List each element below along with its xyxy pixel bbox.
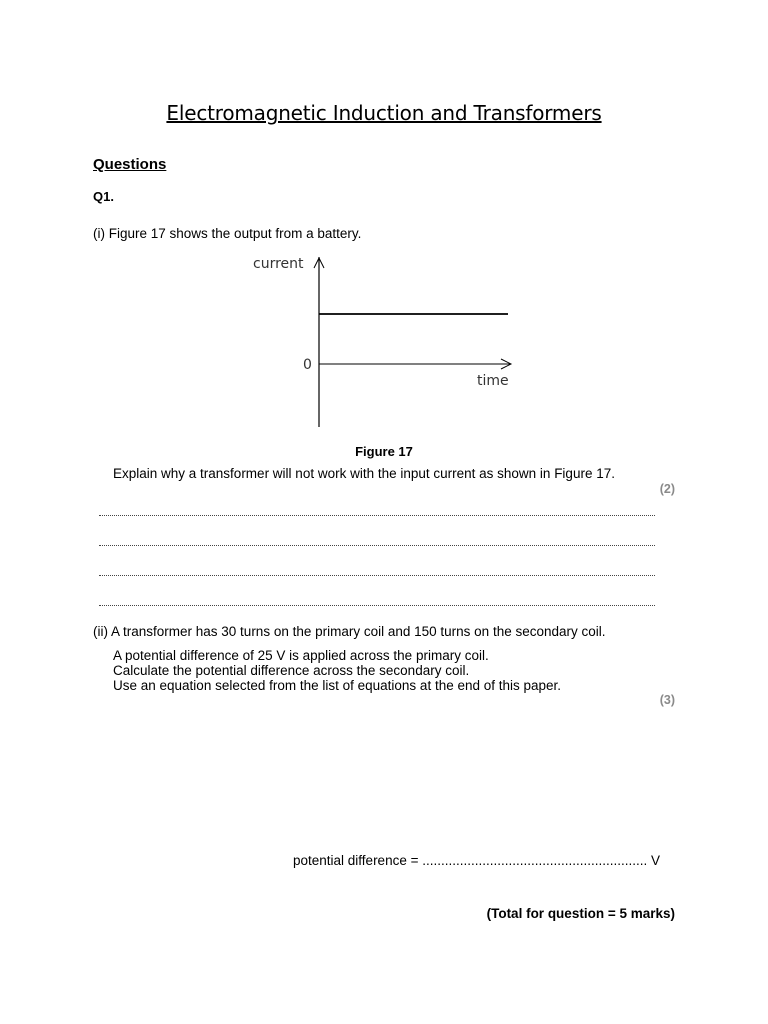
- origin-label: 0: [303, 357, 312, 373]
- answer-line-4[interactable]: [99, 603, 655, 606]
- part-ii-instructions: [113, 648, 561, 694]
- document-title: Electromagnetic Induction and Transformers: [166, 101, 602, 125]
- part-i-prompt: Explain why a transformer will not work with the input current as shown in Figure 17.: [113, 466, 615, 481]
- part-ii-line-2: Calculate the potential difference across the secondary coil.: [113, 663, 470, 679]
- part-ii-text: (ii) A transformer has 30 turns on the primary coil and 150 turns on the secondary coil.: [93, 624, 606, 639]
- part-i-text: (i) Figure 17 shows the output from a battery.: [93, 226, 362, 241]
- answer-line-1[interactable]: [99, 513, 655, 516]
- y-axis-label: current: [253, 256, 304, 272]
- part-ii-line-3: Use an equation selected from the list of equations at the end of this paper.: [113, 678, 562, 694]
- answer-label: potential difference =: [293, 853, 423, 868]
- x-axis-label: time: [477, 373, 509, 389]
- question-number: Q1.: [93, 189, 114, 204]
- answer-line-3[interactable]: [99, 573, 655, 576]
- part-i-marks: (2): [659, 482, 675, 496]
- part-ii-marks: (3): [659, 693, 675, 707]
- section-heading: Questions: [93, 156, 167, 173]
- unit-label: V: [647, 853, 661, 868]
- current-time-graph: [240, 250, 530, 435]
- figure-caption: Figure 17: [355, 444, 413, 459]
- total-marks: (Total for question = 5 marks): [486, 906, 675, 921]
- answer-line-2[interactable]: [99, 543, 655, 546]
- potential-difference-answer: [293, 853, 660, 868]
- answer-field[interactable]: ............................................................: [422, 853, 648, 868]
- part-ii-line-1: A potential difference of 25 V is applied across the primary coil.: [113, 648, 489, 663]
